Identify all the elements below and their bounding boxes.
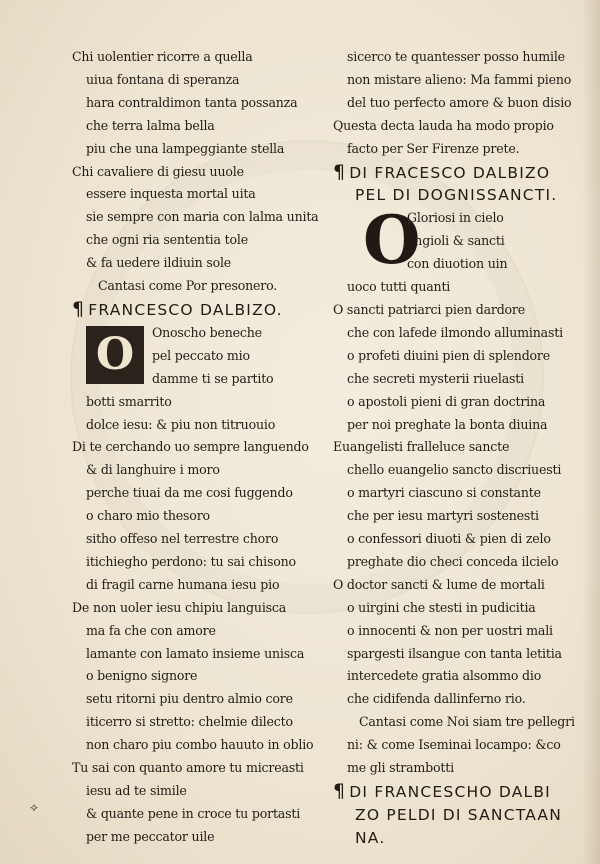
verse-line: Euangelisti fralleluce sancte: [333, 439, 510, 455]
initial-line: Gloriosi in cielo: [407, 210, 504, 226]
pilcrow-icon: ¶: [333, 160, 347, 183]
verse-line: non mistare alieno: Ma fammi pieno: [347, 71, 572, 87]
verse-line: Chi cavaliere di giesu uuole: [72, 163, 244, 179]
verse-line: me gli strambotti: [347, 760, 454, 776]
verse-line: ma fa che con amore: [86, 622, 216, 638]
left-verses-bottom: [72, 391, 327, 849]
verse-line: iticerro si stretto: chelmie dilecto: [86, 714, 293, 730]
left-verses-top: [72, 46, 327, 298]
dropcap-line: damme ti se partito: [152, 370, 274, 386]
ink-mark-icon: ⟡: [30, 800, 38, 814]
verse-line: Questa decta lauda ha modo propio: [333, 117, 554, 133]
verse-line: che per iesu martyri sostenesti: [347, 508, 539, 524]
verse-line: & quante pene in croce tu portasti: [86, 805, 301, 821]
dropcap-line: Onoscho beneche: [152, 324, 262, 340]
verse-line: Tu sai con quanto amore tu micreasti: [72, 760, 304, 776]
verse-line: o innocenti & non per uostri mali: [347, 622, 553, 638]
verse-line: De non uoler iesu chipiu languisca: [72, 599, 287, 615]
initial-line: con diuotion uin: [407, 256, 508, 272]
verse-line: spargesti ilsangue con tanta letitia: [347, 645, 562, 661]
right-heading-1: [333, 161, 578, 185]
ornamental-initial-icon: [86, 326, 144, 384]
verse-line: o profeti diuini pien di splendore: [347, 347, 551, 363]
verse-line: o benigno signore: [86, 668, 198, 684]
verse-line: O doctor sancti & lume de mortali: [333, 576, 545, 592]
verse-line: chello euangelio sancto discriuesti: [347, 462, 562, 478]
big-o-block: [333, 201, 578, 280]
verse-line: perche tiuai da me cosi fuggendo: [86, 485, 293, 501]
verse-line: iesu ad te simile: [86, 783, 187, 798]
verse-line: per me peccator uile: [86, 828, 215, 844]
right-heading-4: ZO PELDI DI SANCTAAN: [355, 805, 563, 824]
right-column: [333, 46, 578, 850]
verse-line: preghate dio checi conceda ilcielo: [347, 553, 559, 569]
verse-line: per noi preghate la bonta diuina: [347, 416, 548, 432]
verse-line: o apostoli pieni di gran doctrina: [347, 393, 546, 409]
dropcap-line: pel peccato mio: [152, 347, 250, 363]
verse-line: botti smarrito: [86, 393, 172, 409]
verse-line: o charo mio thesoro: [86, 508, 210, 524]
verse-line: Chi uolentier ricorre a quella: [72, 49, 253, 64]
initial-line: angioli & sancti: [407, 233, 505, 249]
right-heading-2: PEL DI DOGNISSANCTI.: [355, 186, 558, 205]
verse-line: lamante con lamato insieme unisca: [86, 645, 305, 661]
verse-line: uoco tutti quanti: [347, 279, 451, 295]
large-initial-o: O: [363, 201, 421, 280]
verse-line: dolce iesu: & piu non titruouio: [86, 416, 276, 432]
right-verses-bottom: [333, 276, 578, 780]
verse-line: di fragil carne humana iesu pio: [86, 576, 280, 592]
verse-line: sicerco te quantesser posso humile: [347, 49, 565, 64]
verse-line: che cidifenda dallinferno rio.: [347, 691, 526, 707]
verse-line: che secreti mysterii riuelasti: [347, 370, 524, 386]
verse-line: o confessori diuoti & pien di zelo: [347, 531, 551, 547]
verse-line: che ogni ria sententia tole: [86, 232, 248, 248]
verse-line: hara contraldimon tanta possanza: [86, 94, 298, 110]
verse-line: essere inquesta mortal uita: [86, 186, 256, 202]
verse-line: sie sempre con maria con lalma unita: [86, 209, 319, 225]
verse-line: itichiegho perdono: tu sai chisono: [86, 553, 296, 569]
verse-line: Di te cerchando uo sempre languendo: [72, 439, 309, 455]
verse-line: che con lafede ilmondo alluminasti: [347, 324, 563, 340]
dropcap-block: [72, 322, 327, 391]
verse-line: uiua fontana di speranza: [86, 71, 240, 87]
verse-line: Cantasi come Noi siam tre pellegri: [359, 714, 575, 730]
verse-line: sitho offeso nel terrestre choro: [86, 531, 279, 547]
verse-line: & di langhuire i moro: [86, 462, 220, 478]
verse-line: che terra lalma bella: [86, 117, 215, 133]
ornamental-initial-letter: O: [95, 329, 135, 381]
verse-line: facto per Ser Firenze prete.: [347, 140, 520, 156]
verse-line: non charo piu combo hauuto in oblio: [86, 737, 314, 753]
verse-line: del tuo perfecto amore & buon disio: [347, 94, 572, 110]
page-edge-shadow: [582, 0, 600, 864]
verse-line: Cantasi come Por presonero.: [98, 278, 278, 294]
pilcrow-icon: ¶: [333, 780, 347, 802]
right-heading-3: [333, 780, 578, 804]
verse-line: ni: & come Iseminai locampo: &co: [347, 737, 561, 753]
right-heading-3-text: DI FRANCESCHO DALBI: [349, 783, 551, 801]
verse-line: intercedete gratia alsommo dio: [347, 668, 542, 684]
verse-line: & fa uedere ildiuin sole: [86, 255, 232, 271]
verse-line: O sancti patriarci pien dardore: [333, 301, 526, 317]
verse-line: piu che una lampeggiante stella: [86, 140, 285, 156]
right-heading-5: NA.: [355, 828, 386, 847]
right-verses-top: [333, 46, 578, 161]
verse-line: o uirgini che stesti in pudicitia: [347, 599, 536, 615]
pilcrow-icon: ¶: [72, 297, 86, 320]
verse-line: setu ritorni piu dentro almio core: [86, 691, 293, 707]
right-heading-1-text: DI FRACESCO DALBIZO: [349, 163, 551, 182]
verse-line: o martyri ciascuno si constante: [347, 485, 541, 501]
left-heading-text: FRANCESCO DALBIZO.: [88, 300, 283, 319]
left-column: [72, 46, 327, 849]
left-heading: [72, 298, 327, 322]
